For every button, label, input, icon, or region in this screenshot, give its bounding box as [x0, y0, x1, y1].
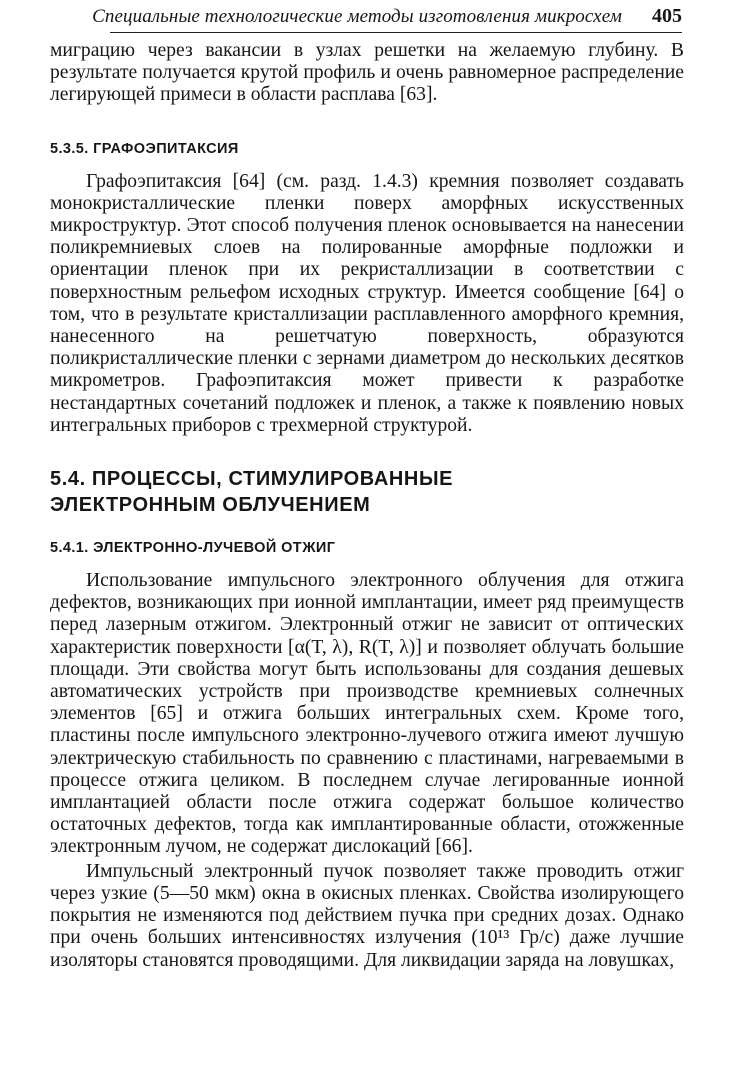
- section-heading-5-4-1: 5.4.1. ЭЛЕКТРОННО-ЛУЧЕВОЙ ОТЖИГ: [50, 540, 336, 557]
- paragraph-continuation: миграцию через вакансии в узлах решетки на желаемую глубину. В результате получается крутой профиль и очень равномерное распределение легирующей примеси в области расплава [63].: [50, 40, 684, 106]
- page-number: 405: [652, 5, 682, 27]
- running-header-title: Специальные технологические методы изготовления микросхем: [92, 6, 622, 27]
- section-heading-5-4: 5.4. ПРОЦЕССЫ, СТИМУЛИРОВАННЫЕ ЭЛЕКТРОННЫМ ОБЛУЧЕНИЕМ: [50, 468, 454, 517]
- section-heading-5-3-5: 5.3.5. ГРАФОЭПИТАКСИЯ: [50, 140, 239, 157]
- paragraph-electron-annealing: Использование импульсного электронного облучения для отжига дефектов, возникающих при ионной имплантации, имеет ряд преимуществ перед лазерным отжигом. Электронный отжиг не зависит от оптических характеристик поверхности [α(T, λ), R(T, λ)] и позволяет облучать большие площади. Эти свойства могут быть использованы для создания дешевых автоматических устройств при производстве кремниевых солнечных элементов [65] и отжига больших интегральных схем. Кроме того, пластины после импульсного электронно-лучевого отжига имеют лучшую электрическую стабильность по сравнению с пластинами, нагреваемыми в процессе отжига целиком. В последнем случае легированные ионной имплантацией области после отжига содержат большое количество остаточных дефектов, тогда как имплантированные области, отожженные электронным лучом, не содержат дислокаций [66].: [50, 570, 684, 858]
- running-header: [92, 5, 682, 33]
- page-body: [50, 40, 684, 972]
- paragraph-pulsed-beam: Импульсный электронный пучок позволяет также проводить отжиг через узкие (5—50 мкм) окна в окисных пленках. Свойства изолирующего покрытия не изменяются под действием пучка при средних дозах. Однако при очень больших интенсивностях излучения (10¹³ Гр/с) даже лучшие изоляторы становятся проводящими. Для ликвидации заряда на ловушках,: [50, 860, 684, 971]
- paragraph-graphoepitaxy: Графоэпитаксия [64] (см. разд. 1.4.3) кремния позволяет создавать монокристаллические пленки поверх аморфных искусственных микроструктур. Этот способ получения пленок основывается на нанесении поликремниевых слоев на полированные аморфные подложки и ориентации пленок при их рекристаллизации в соответствии с поверхностным рельефом исходных структур. Имеется сообщение [64] о том, что в результате кристаллизации расплавленного аморфного кремния, нанесенного на решетчатую поверхность, образуются поликристаллические пленки с зернами диаметром до нескольких десятков микрометров. Графоэпитаксия может привести к разработке нестандартных сочетаний подложек и пленок, а также к появлению новых интегральных приборов с трехмерной структурой.: [50, 170, 684, 436]
